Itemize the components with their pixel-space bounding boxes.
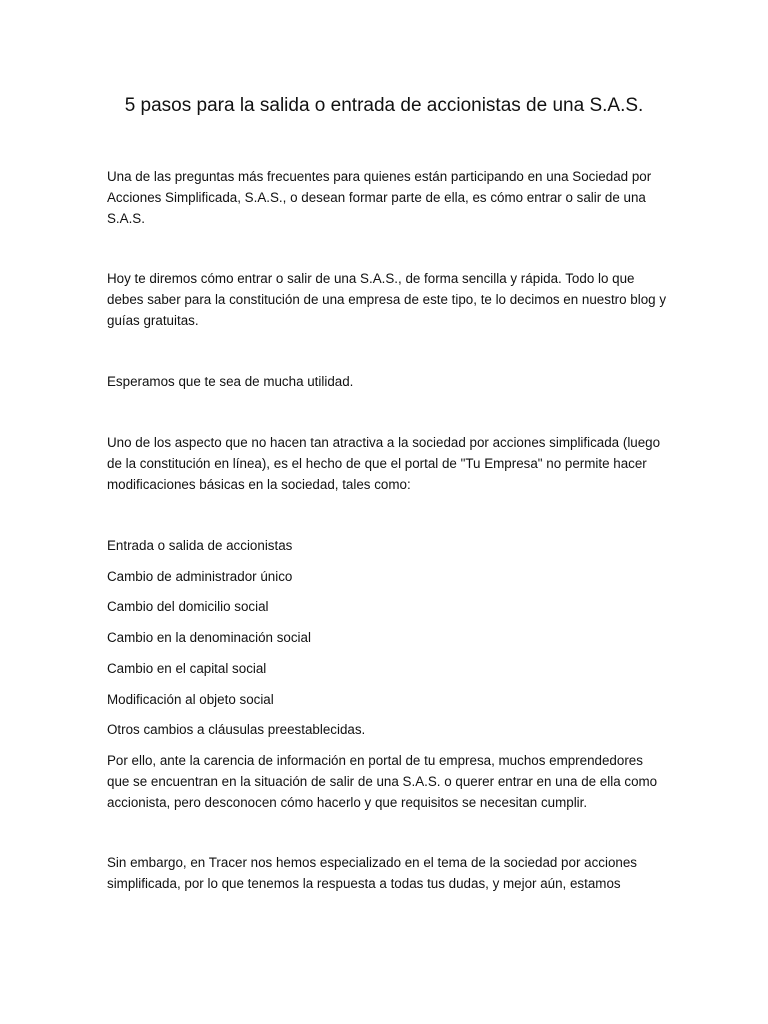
paragraph-tracer: Sin embargo, en Tracer nos hemos especializado en el tema de la sociedad por acciones simplificada, por lo que tenemos la respuesta a todas tus dudas, y mejor aún, estamos (107, 855, 637, 891)
list-item: Cambio en la denominación social (107, 630, 311, 645)
list-item: Cambio en el capital social (107, 661, 267, 676)
list-item: Modificación al objeto social (107, 692, 274, 707)
paragraph-lack-info: Por ello, ante la carencia de información en portal de tu empresa, muchos emprendedores que se encuentran en la situación de salir de una S.A.S. o querer entrar en una de ella como accionista, pero desconocen cómo hacerlo y que requisitos se necesitan cumplir. (107, 753, 658, 810)
list-item: Entrada o salida de accionistas (107, 538, 293, 553)
intro-paragraph: Una de las preguntas más frecuentes para quienes están participando en una Sociedad por Acciones Simplificada, S.A.S., o desean formar parte de ella, es cómo entrar o salir de una S.A.S. (107, 169, 652, 226)
paragraph-how-to: Hoy te diremos cómo entrar o salir de una S.A.S., de forma sencilla y rápida. Todo lo que debes saber para la constitución de una empresa de este tipo, te lo decimos en nuestro blog y guías gratuitas. (107, 271, 667, 328)
document-title: 5 pasos para la salida o entrada de accionistas de una S.A.S. (124, 95, 644, 116)
list-item: Cambio de administrador único (107, 569, 293, 584)
paragraph-aspects: Uno de los aspecto que no hacen tan atractiva a la sociedad por acciones simplificada (luego de la constitución en línea), es el hecho de que el portal de "Tu Empresa" no permite hacer modificaciones básicas en la sociedad, tales como: (107, 435, 661, 492)
list-item: Otros cambios a cláusulas preestablecidas. (107, 722, 366, 737)
paragraph-utility: Esperamos que te sea de mucha utilidad. (107, 374, 354, 389)
list-item: Cambio del domicilio social (107, 599, 269, 614)
